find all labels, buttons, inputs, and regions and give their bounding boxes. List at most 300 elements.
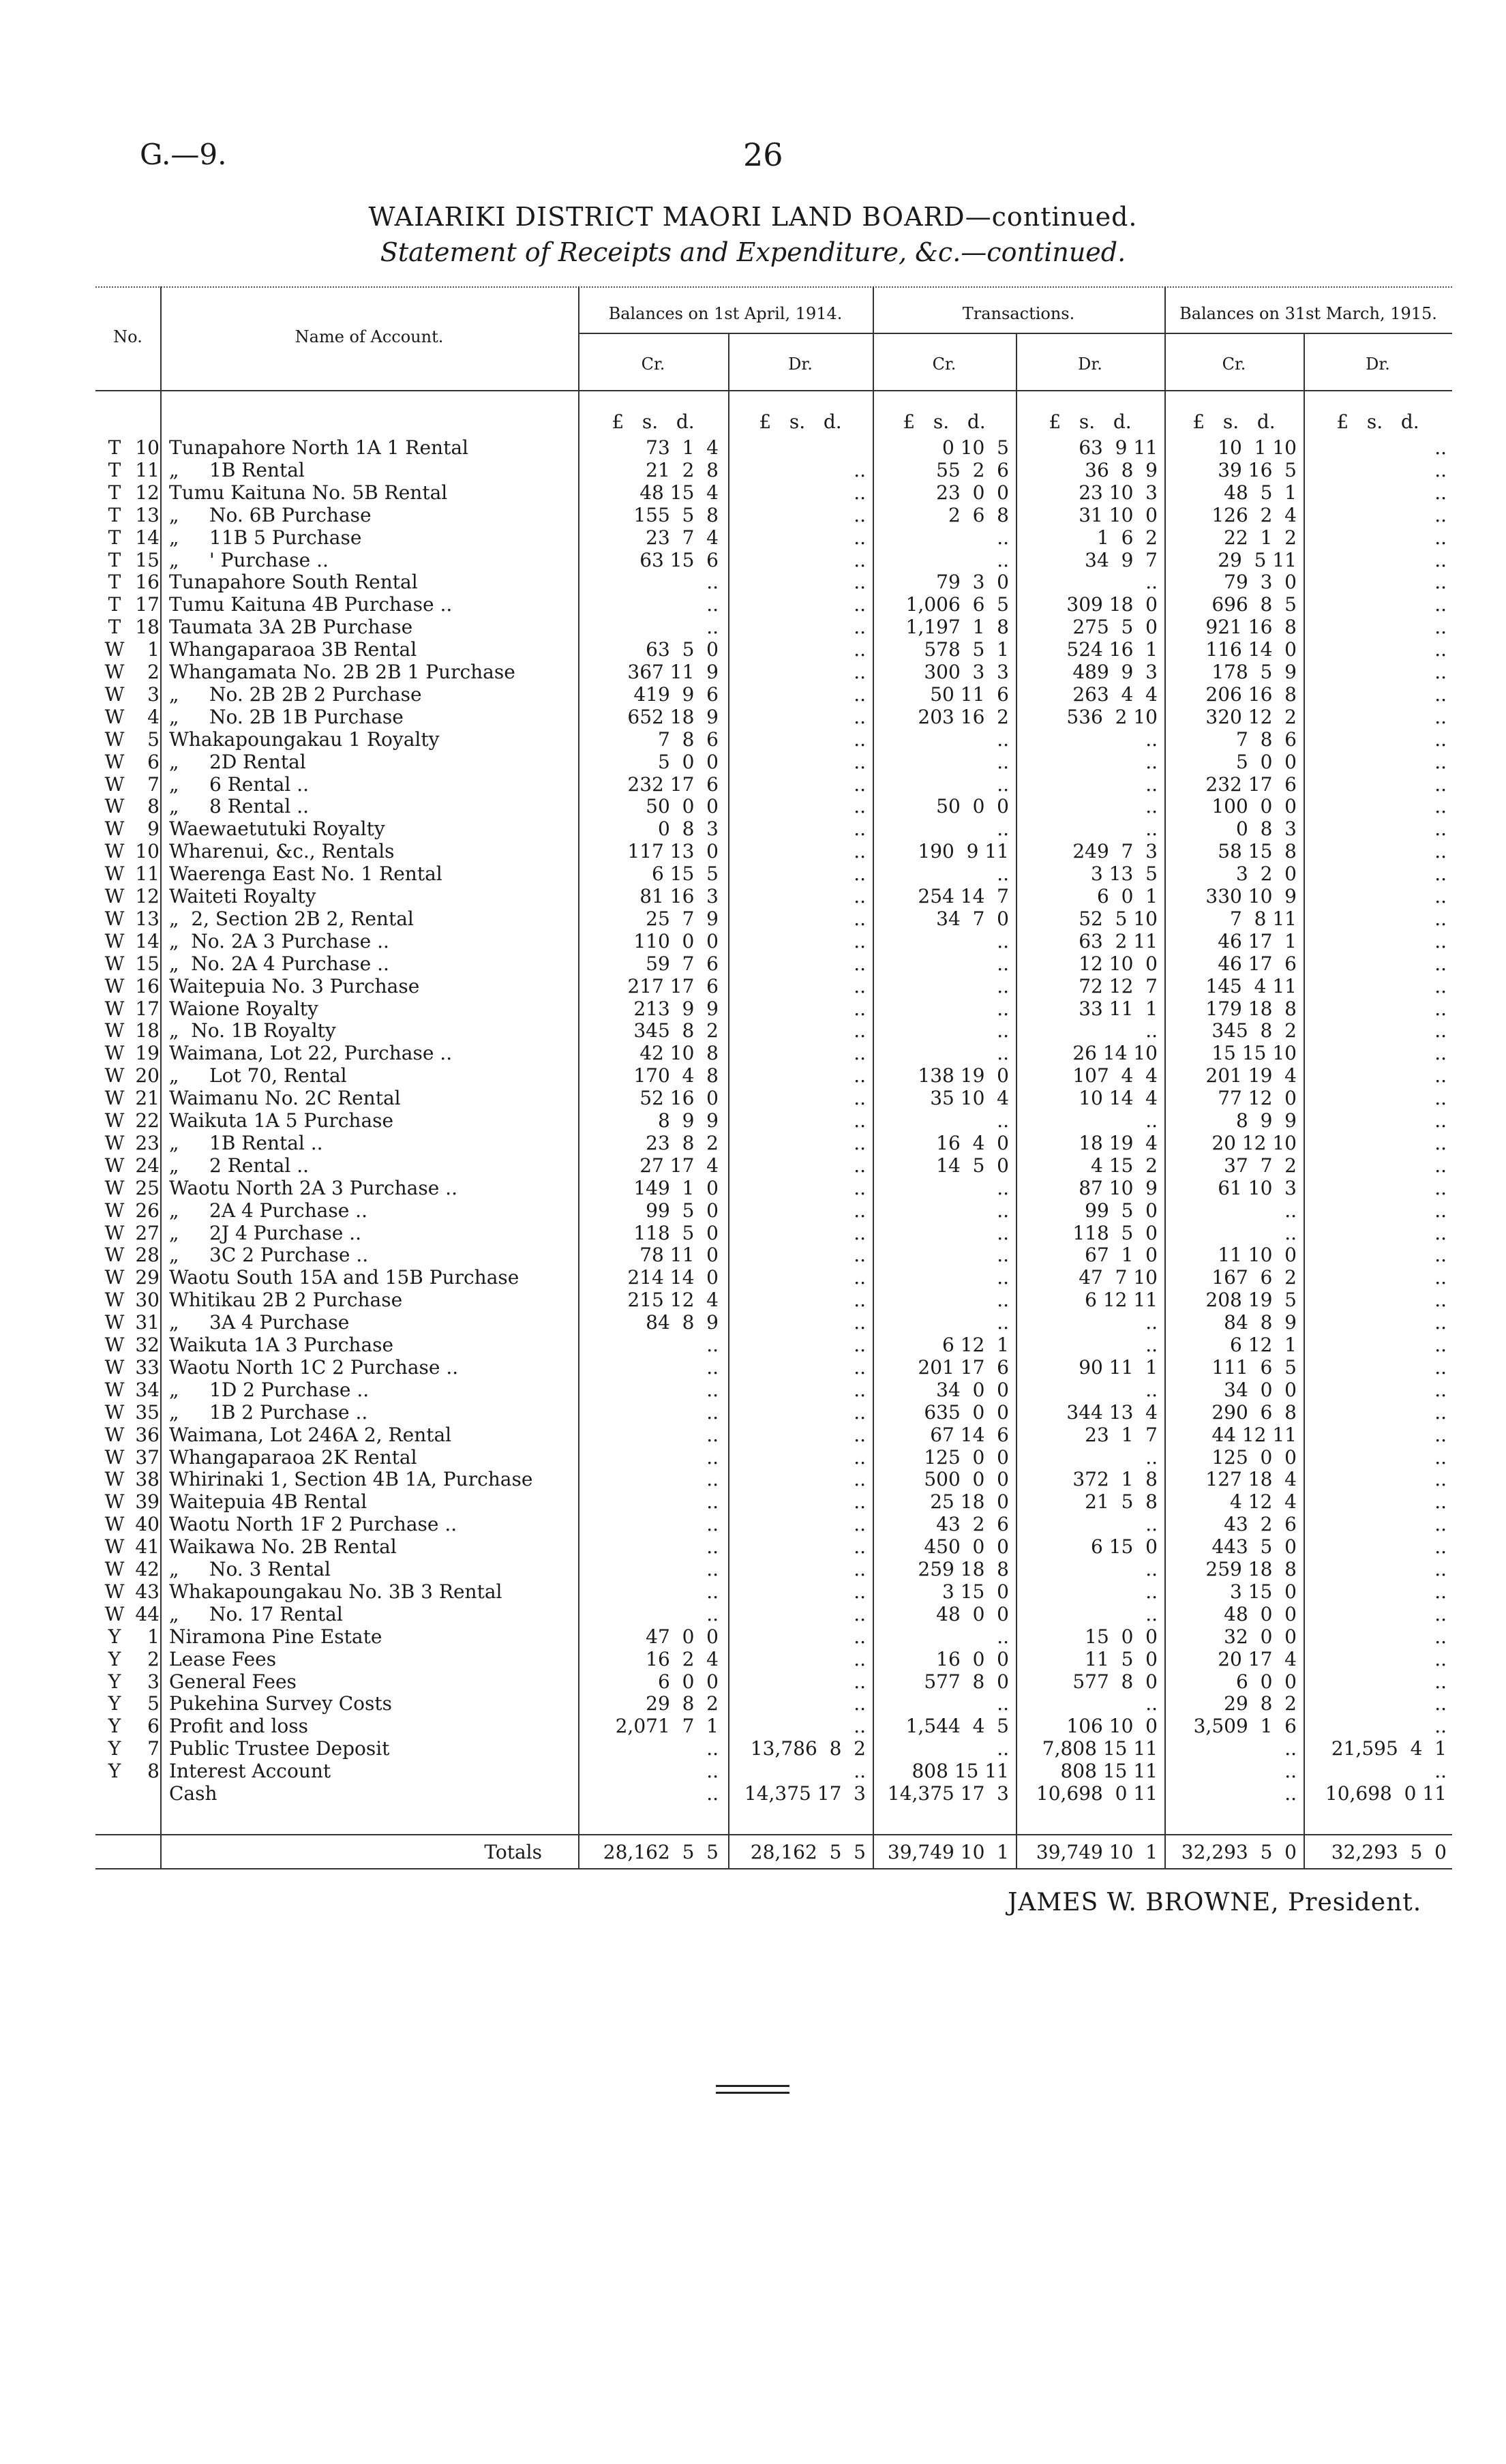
row-series: W xyxy=(104,661,125,683)
row-cr-1914: .. xyxy=(706,1400,719,1424)
row-dr-1915: .. xyxy=(1434,503,1447,526)
row-cr-1915: 3 15 0 xyxy=(1230,1580,1297,1603)
row-cr-trans: .. xyxy=(997,862,1009,886)
row-dr-1915: .. xyxy=(1434,862,1447,886)
row-cr-1914: .. xyxy=(706,593,719,616)
row-number: 20 xyxy=(135,1064,160,1087)
row-series: T xyxy=(108,526,121,549)
row-dr-1915: .. xyxy=(1434,1400,1447,1424)
row-cr-trans: .. xyxy=(997,1244,1009,1267)
row-dr-1915: .. xyxy=(1434,616,1447,639)
row-cr-trans: 300 3 3 xyxy=(924,661,1009,683)
row-number: 44 xyxy=(135,1602,160,1625)
row-cr-trans: .. xyxy=(997,1289,1009,1312)
row-account-name: Whirinaki 1, Section 4B 1A, Purchase xyxy=(169,1468,533,1491)
row-dr-1914: .. xyxy=(854,571,866,594)
row-cr-trans: 808 15 11 xyxy=(912,1760,1009,1783)
row-series: T xyxy=(108,436,121,459)
row-cr-trans: .. xyxy=(997,1266,1009,1289)
row-dr-trans: .. xyxy=(1145,750,1158,773)
row-dr-trans: 1 6 2 xyxy=(1096,526,1158,549)
row-account-name: Niramona Pine Estate xyxy=(169,1625,382,1648)
row-account-name: „ 1B Rental .. xyxy=(169,1131,323,1154)
header-dr-1915: Dr. xyxy=(1366,355,1390,374)
row-dr-trans: 34 9 7 xyxy=(1085,548,1158,571)
row-series: W xyxy=(104,1535,125,1559)
row-cr-trans: .. xyxy=(997,974,1009,997)
row-dr-trans: 309 18 0 xyxy=(1066,593,1158,616)
row-cr-1915: 48 5 1 xyxy=(1224,481,1297,504)
row-cr-1915: 167 6 2 xyxy=(1211,1266,1297,1289)
row-cr-1914: 2,071 7 1 xyxy=(615,1715,719,1738)
row-cr-1915: 46 17 1 xyxy=(1218,929,1297,952)
row-number: 8 xyxy=(147,795,160,818)
row-cr-trans: 450 0 0 xyxy=(924,1535,1009,1559)
row-cr-1915: 206 16 8 xyxy=(1205,682,1297,706)
row-series: T xyxy=(108,616,121,639)
row-series: W xyxy=(104,1513,125,1536)
row-cr-trans: 16 4 0 xyxy=(936,1131,1009,1154)
row-dr-1915: .. xyxy=(1434,548,1447,571)
row-number: 7 xyxy=(147,1737,160,1760)
row-account-name: Waione Royalty xyxy=(169,997,318,1020)
header-dr-trans: Dr. xyxy=(1078,355,1102,374)
row-cr-1915: .. xyxy=(1284,1221,1297,1244)
row-cr-1915: 77 12 0 xyxy=(1218,1087,1297,1110)
row-dr-1915: .. xyxy=(1434,1670,1447,1693)
row-dr-trans: .. xyxy=(1145,772,1158,796)
signature: JAMES W. BROWNE, President. xyxy=(1008,1889,1422,1917)
row-series: T xyxy=(108,571,121,594)
row-cr-1914: 99 5 0 xyxy=(646,1199,719,1222)
row-cr-trans: 48 0 0 xyxy=(936,1602,1009,1625)
row-dr-trans: 23 1 7 xyxy=(1085,1423,1158,1446)
row-account-name: Waikuta 1A 3 Purchase xyxy=(169,1334,394,1356)
row-series: W xyxy=(104,1019,125,1042)
row-cr-1915: 201 19 4 xyxy=(1205,1064,1297,1087)
row-series: W xyxy=(104,1445,125,1469)
row-dr-trans: 3 13 5 xyxy=(1091,862,1158,886)
row-account-name: Interest Account xyxy=(169,1760,331,1783)
row-number: 9 xyxy=(147,817,160,841)
row-cr-1914: 21 2 8 xyxy=(646,458,719,481)
row-dr-1914: .. xyxy=(854,840,866,863)
row-dr-1915: .. xyxy=(1434,997,1447,1020)
row-series: W xyxy=(104,682,125,706)
row-cr-trans: 55 2 6 xyxy=(936,458,1009,481)
units-cr-trans: £ s. d. xyxy=(903,410,986,433)
row-cr-trans: .. xyxy=(997,817,1009,841)
row-number: 41 xyxy=(135,1535,160,1559)
row-series: W xyxy=(104,1580,125,1603)
row-cr-1914: .. xyxy=(706,1490,719,1514)
row-number: 17 xyxy=(135,997,160,1020)
row-series: T xyxy=(108,548,121,571)
row-number: 29 xyxy=(135,1266,160,1289)
row-series: T xyxy=(108,458,121,481)
row-cr-1914: 25 7 9 xyxy=(646,907,719,930)
row-number: 31 xyxy=(135,1311,160,1334)
row-cr-1915: .. xyxy=(1284,1760,1297,1783)
row-dr-1914: .. xyxy=(854,682,866,706)
row-cr-trans: 35 10 4 xyxy=(930,1087,1009,1110)
row-dr-1915: .. xyxy=(1434,1468,1447,1491)
row-number: 43 xyxy=(135,1580,160,1603)
row-cr-trans: .. xyxy=(997,1176,1009,1199)
row-number: 12 xyxy=(135,885,160,907)
row-account-name: Wharenui, &c., Rentals xyxy=(169,840,395,863)
row-series: W xyxy=(104,727,125,751)
row-account-name: „ ' Purchase .. xyxy=(169,548,329,571)
row-cr-1915: 43 2 6 xyxy=(1224,1513,1297,1536)
page-reference: G.—9. xyxy=(140,138,227,171)
row-cr-1915: 15 15 10 xyxy=(1211,1042,1297,1065)
row-cr-1914: 110 0 0 xyxy=(633,929,719,952)
row-series: W xyxy=(104,817,125,841)
row-dr-trans: .. xyxy=(1145,817,1158,841)
row-cr-trans: .. xyxy=(997,952,1009,975)
row-number: 16 xyxy=(135,974,160,997)
row-cr-1915: 11 10 0 xyxy=(1218,1244,1297,1267)
row-cr-1914: 232 17 6 xyxy=(627,772,719,796)
row-dr-1914: .. xyxy=(854,1289,866,1312)
row-cr-1915: 125 0 0 xyxy=(1211,1445,1297,1469)
row-account-name: Waikawa No. 2B Rental xyxy=(169,1535,397,1559)
row-dr-trans: 67 1 0 xyxy=(1085,1244,1158,1267)
row-number: 1 xyxy=(147,638,160,661)
row-dr-1915: .. xyxy=(1434,795,1447,818)
row-dr-trans: .. xyxy=(1145,1513,1158,1536)
row-series: W xyxy=(104,795,125,818)
row-cr-trans: 34 0 0 xyxy=(936,1378,1009,1401)
row-cr-1914: .. xyxy=(706,1760,719,1783)
row-account-name: „ 11B 5 Purchase xyxy=(169,526,362,549)
row-series: W xyxy=(104,885,125,907)
row-dr-1915: .. xyxy=(1434,682,1447,706)
row-dr-1915: .. xyxy=(1434,1602,1447,1625)
row-dr-1914: 14,375 17 3 xyxy=(744,1782,866,1805)
row-number: 5 xyxy=(147,727,160,751)
row-cr-1915: 79 3 0 xyxy=(1224,571,1297,594)
row-cr-1915: 29 8 2 xyxy=(1224,1692,1297,1715)
row-account-name: „ No. 17 Rental xyxy=(169,1602,343,1625)
row-cr-trans: 67 14 6 xyxy=(930,1423,1009,1446)
row-dr-1914: .. xyxy=(854,1400,866,1424)
row-account-name: „ 3C 2 Purchase .. xyxy=(169,1244,369,1267)
row-series: W xyxy=(104,907,125,930)
row-series: W xyxy=(104,1244,125,1267)
row-series: W xyxy=(104,1221,125,1244)
row-number: 5 xyxy=(147,1692,160,1715)
row-cr-trans: .. xyxy=(997,1042,1009,1065)
row-account-name: Tunapahore North 1A 1 Rental xyxy=(169,436,468,459)
row-number: 3 xyxy=(147,682,160,706)
row-cr-trans: .. xyxy=(997,1625,1009,1648)
row-dr-trans: 52 5 10 xyxy=(1079,907,1158,930)
row-cr-1914: 23 7 4 xyxy=(646,526,719,549)
row-dr-1915: .. xyxy=(1434,817,1447,841)
row-series: W xyxy=(104,1289,125,1312)
row-cr-1915: 4 12 4 xyxy=(1230,1490,1297,1514)
units-dr-trans: £ s. d. xyxy=(1049,410,1132,433)
row-cr-trans: 500 0 0 xyxy=(924,1468,1009,1491)
row-dr-1914: .. xyxy=(854,817,866,841)
row-cr-trans: 203 16 2 xyxy=(918,705,1009,728)
row-cr-1915: 32 0 0 xyxy=(1224,1625,1297,1648)
row-cr-trans: 6 12 1 xyxy=(942,1334,1009,1356)
row-dr-1914: .. xyxy=(854,1647,866,1670)
row-number: 6 xyxy=(147,1715,160,1738)
row-dr-trans: 36 8 9 xyxy=(1085,458,1158,481)
row-series: W xyxy=(104,1199,125,1222)
row-cr-1915: 46 17 6 xyxy=(1218,952,1297,975)
row-dr-1915: .. xyxy=(1434,1423,1447,1446)
row-account-name: Tunapahore South Rental xyxy=(169,571,418,594)
row-account-name: General Fees xyxy=(169,1670,297,1693)
row-dr-1914: .. xyxy=(854,1334,866,1356)
row-dr-1915: .. xyxy=(1434,1490,1447,1514)
row-dr-1915: .. xyxy=(1434,907,1447,930)
row-dr-1914: .. xyxy=(854,997,866,1020)
row-number: 4 xyxy=(147,705,160,728)
row-dr-1915: .. xyxy=(1434,840,1447,863)
row-account-name: Waotu South 15A and 15B Purchase xyxy=(169,1266,519,1289)
row-number: 15 xyxy=(135,952,160,975)
row-dr-1915: .. xyxy=(1434,1311,1447,1334)
row-account-name: Waimanu No. 2C Rental xyxy=(169,1087,401,1110)
row-dr-1915: .. xyxy=(1434,974,1447,997)
row-cr-1914: .. xyxy=(706,1445,719,1469)
row-number: 28 xyxy=(135,1244,160,1267)
row-cr-1914: 42 10 8 xyxy=(639,1042,719,1065)
row-dr-1914: .. xyxy=(854,548,866,571)
row-account-name: Waikuta 1A 5 Purchase xyxy=(169,1109,394,1132)
row-series: W xyxy=(104,1468,125,1491)
row-number: 14 xyxy=(135,526,160,549)
row-cr-trans: .. xyxy=(997,1692,1009,1715)
row-dr-1915: .. xyxy=(1434,481,1447,504)
totals-top-rule xyxy=(95,1834,1452,1835)
row-cr-1915: 5 0 0 xyxy=(1235,750,1297,773)
row-series: W xyxy=(104,1423,125,1446)
row-dr-1914: .. xyxy=(854,1513,866,1536)
row-number: 13 xyxy=(135,503,160,526)
row-cr-1914: .. xyxy=(706,1423,719,1446)
row-dr-1915: .. xyxy=(1434,571,1447,594)
row-cr-1914: 84 8 9 xyxy=(646,1311,719,1334)
row-cr-trans: 14,375 17 3 xyxy=(887,1782,1009,1805)
row-dr-1914: .. xyxy=(854,974,866,997)
row-series: W xyxy=(104,1311,125,1334)
row-cr-1915: 7 8 6 xyxy=(1235,727,1297,751)
row-series: W xyxy=(104,772,125,796)
row-dr-1915: .. xyxy=(1434,750,1447,773)
row-series: T xyxy=(108,503,121,526)
row-dr-1914: .. xyxy=(854,1490,866,1514)
row-dr-1914: .. xyxy=(854,929,866,952)
row-dr-1914: .. xyxy=(854,772,866,796)
header-cr-1914: Cr. xyxy=(641,355,665,374)
row-dr-trans: 23 10 3 xyxy=(1079,481,1158,504)
row-dr-trans: 106 10 0 xyxy=(1066,1715,1158,1738)
row-series: W xyxy=(104,974,125,997)
row-cr-trans: 138 19 0 xyxy=(918,1064,1009,1087)
row-dr-1914: .. xyxy=(854,862,866,886)
row-number: 37 xyxy=(135,1445,160,1469)
row-cr-1914: .. xyxy=(706,1513,719,1536)
row-cr-trans: 23 0 0 xyxy=(936,481,1009,504)
row-number: 25 xyxy=(135,1176,160,1199)
row-cr-trans: .. xyxy=(997,727,1009,751)
row-series: W xyxy=(104,1490,125,1514)
row-cr-1915: 179 18 8 xyxy=(1205,997,1297,1020)
row-cr-trans: .. xyxy=(997,1221,1009,1244)
row-dr-trans: 275 5 0 xyxy=(1072,616,1158,639)
row-dr-1915: .. xyxy=(1434,1266,1447,1289)
row-account-name: Waewaetutuki Royalty xyxy=(169,817,385,841)
row-account-name: „ No. 1B Royalty xyxy=(169,1019,336,1042)
row-dr-trans: 524 16 1 xyxy=(1066,638,1158,661)
row-cr-1914: 81 16 3 xyxy=(639,885,719,907)
row-account-name: „ 2J 4 Purchase .. xyxy=(169,1221,361,1244)
row-dr-trans: 15 0 0 xyxy=(1085,1625,1158,1648)
row-account-name: „ Lot 70, Rental xyxy=(169,1064,347,1087)
row-dr-1915: .. xyxy=(1434,1355,1447,1379)
row-cr-1915: 61 10 3 xyxy=(1218,1176,1297,1199)
row-dr-trans: .. xyxy=(1145,1311,1158,1334)
row-cr-trans: 3 15 0 xyxy=(942,1580,1009,1603)
row-dr-1914: .. xyxy=(854,481,866,504)
row-dr-1915: .. xyxy=(1434,705,1447,728)
row-dr-trans: .. xyxy=(1145,1692,1158,1715)
row-account-name: „ No. 2A 4 Purchase .. xyxy=(169,952,389,975)
units-dr-1915: £ s. d. xyxy=(1336,410,1419,433)
row-series: Y xyxy=(108,1647,121,1670)
row-dr-trans: 536 2 10 xyxy=(1066,705,1158,728)
row-series: Y xyxy=(108,1715,121,1738)
row-dr-trans: .. xyxy=(1145,1445,1158,1469)
row-number: 36 xyxy=(135,1423,160,1446)
row-dr-trans: .. xyxy=(1145,1109,1158,1132)
row-account-name: Whakapoungakau No. 3B 3 Rental xyxy=(169,1580,502,1603)
row-cr-1915: 259 18 8 xyxy=(1205,1558,1297,1580)
row-dr-1915: .. xyxy=(1434,1176,1447,1199)
row-cr-trans: .. xyxy=(997,1737,1009,1760)
row-cr-1914: 48 15 4 xyxy=(639,481,719,504)
total-dr-trans: 39,749 10 1 xyxy=(1036,1841,1158,1863)
row-dr-trans: 12 10 0 xyxy=(1079,952,1158,975)
row-dr-trans: .. xyxy=(1145,727,1158,751)
row-cr-1914: 23 8 2 xyxy=(646,1131,719,1154)
row-dr-trans: .. xyxy=(1145,1334,1158,1356)
row-dr-1915: .. xyxy=(1434,929,1447,952)
row-series: W xyxy=(104,1109,125,1132)
row-dr-1914: .. xyxy=(854,1221,866,1244)
row-cr-trans: 79 3 0 xyxy=(936,571,1009,594)
row-dr-1914: .. xyxy=(854,705,866,728)
row-cr-1914: 29 8 2 xyxy=(646,1692,719,1715)
row-series: W xyxy=(104,1558,125,1580)
row-cr-1915: 345 8 2 xyxy=(1211,1019,1297,1042)
row-dr-1915: .. xyxy=(1434,1647,1447,1670)
row-number: 2 xyxy=(147,661,160,683)
row-dr-trans: 249 7 3 xyxy=(1072,840,1158,863)
row-cr-1914: .. xyxy=(706,1580,719,1603)
row-cr-1914: .. xyxy=(706,1378,719,1401)
row-dr-trans: 72 12 7 xyxy=(1079,974,1158,997)
row-cr-1914: 6 0 0 xyxy=(657,1670,719,1693)
row-account-name: Tumu Kaituna 4B Purchase .. xyxy=(169,593,453,616)
row-cr-trans: .. xyxy=(997,997,1009,1020)
row-dr-1915: .. xyxy=(1434,1558,1447,1580)
row-cr-1914: 63 15 6 xyxy=(639,548,719,571)
row-dr-1915: .. xyxy=(1434,1131,1447,1154)
row-dr-trans: 6 15 0 xyxy=(1091,1535,1158,1559)
row-cr-1915: .. xyxy=(1284,1782,1297,1805)
row-dr-1914: .. xyxy=(854,1311,866,1334)
row-number: 1 xyxy=(147,1625,160,1648)
row-cr-1914: 652 18 9 xyxy=(627,705,719,728)
row-cr-1915: 20 17 4 xyxy=(1218,1647,1297,1670)
column-rule-no xyxy=(160,286,162,1868)
row-dr-1915: .. xyxy=(1434,1715,1447,1738)
row-dr-trans: 90 11 1 xyxy=(1079,1355,1158,1379)
row-series: Y xyxy=(108,1670,121,1693)
row-cr-1914: 52 16 0 xyxy=(639,1087,719,1110)
row-cr-1915: 443 5 0 xyxy=(1211,1535,1297,1559)
row-cr-1915: .. xyxy=(1284,1199,1297,1222)
row-account-name: „ 2A 4 Purchase .. xyxy=(169,1199,367,1222)
units-cr-1914: £ s. d. xyxy=(612,410,695,433)
row-dr-1915: .. xyxy=(1434,1087,1447,1110)
row-dr-trans: 11 5 0 xyxy=(1085,1647,1158,1670)
row-dr-trans: 107 4 4 xyxy=(1072,1064,1158,1087)
row-dr-1915: .. xyxy=(1434,1760,1447,1783)
row-series: W xyxy=(104,952,125,975)
row-cr-1915: 127 18 4 xyxy=(1205,1468,1297,1491)
row-account-name: Waitepuia 4B Rental xyxy=(169,1490,367,1514)
row-account-name: Waimana, Lot 246A 2, Rental xyxy=(169,1423,452,1446)
row-series: W xyxy=(104,1042,125,1065)
row-dr-1914: .. xyxy=(854,1019,866,1042)
row-account-name: Tumu Kaituna No. 5B Rental xyxy=(169,481,448,504)
row-dr-1914: .. xyxy=(854,952,866,975)
row-cr-1915: 20 12 10 xyxy=(1211,1131,1297,1154)
row-cr-1915: 126 2 4 xyxy=(1211,503,1297,526)
row-dr-trans: 63 9 11 xyxy=(1079,436,1158,459)
row-dr-1915: .. xyxy=(1434,526,1447,549)
row-dr-1914: .. xyxy=(854,795,866,818)
row-dr-1914: .. xyxy=(854,1199,866,1222)
row-cr-1914: 5 0 0 xyxy=(657,750,719,773)
row-dr-trans: 7,808 15 11 xyxy=(1042,1737,1158,1760)
row-cr-1914: 117 13 0 xyxy=(627,840,719,863)
row-dr-1915: .. xyxy=(1434,593,1447,616)
row-cr-trans: 254 14 7 xyxy=(918,885,1009,907)
header-cr-1915: Cr. xyxy=(1222,355,1246,374)
row-dr-1915: .. xyxy=(1434,661,1447,683)
row-account-name: Whangaparaoa 2K Rental xyxy=(169,1445,417,1469)
row-dr-trans: 4 15 2 xyxy=(1091,1154,1158,1177)
row-cr-1914: 27 17 4 xyxy=(639,1154,719,1177)
row-dr-trans: 63 2 11 xyxy=(1079,929,1158,952)
row-dr-1915: .. xyxy=(1434,1692,1447,1715)
row-cr-1915: 37 7 2 xyxy=(1224,1154,1297,1177)
row-cr-1915: 84 8 9 xyxy=(1224,1311,1297,1334)
row-cr-1915: 320 12 2 xyxy=(1205,705,1297,728)
row-dr-1915: .. xyxy=(1434,1580,1447,1603)
row-number: 6 xyxy=(147,750,160,773)
